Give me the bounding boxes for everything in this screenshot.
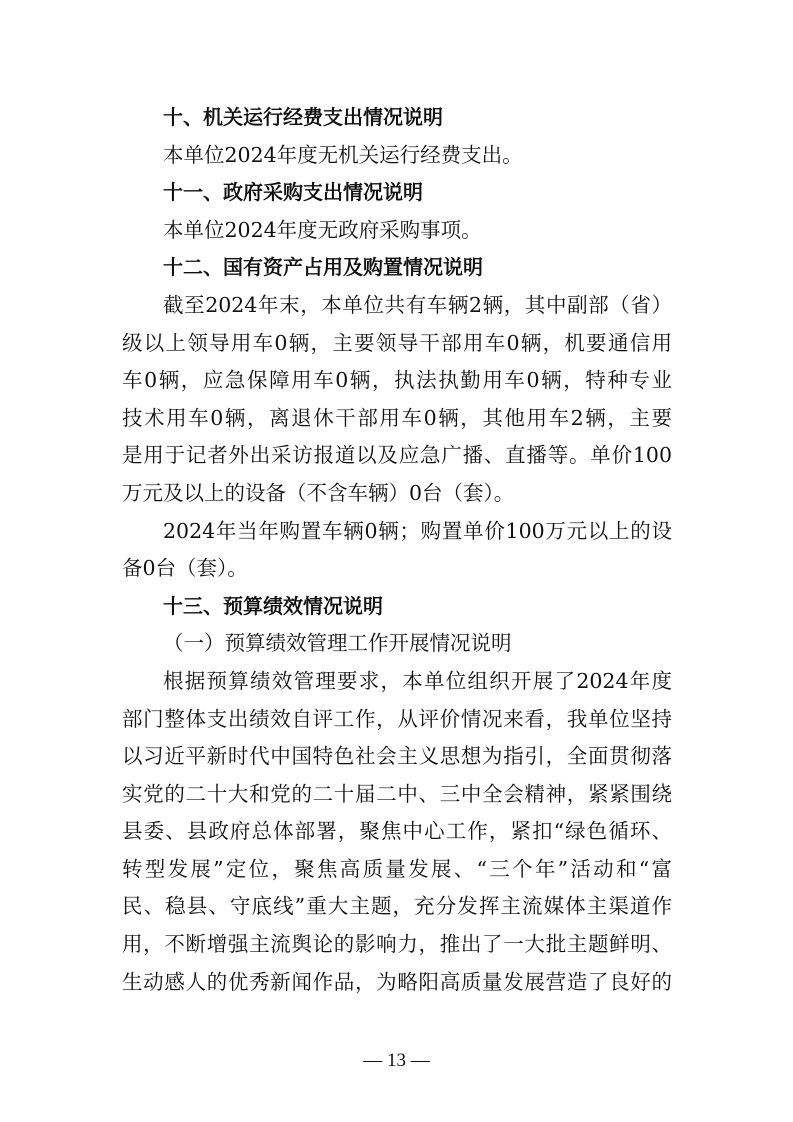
text-line: 县委、县政府总体部署，聚焦中心工作，紧扣“绿色循环、: [122, 819, 672, 844]
text-line: 级以上领导用车0辆，主要领导干部用车0辆，机要通信用: [122, 330, 672, 355]
text-line: 生动感人的优秀新闻作品，为略阳高质量发展营造了良好的: [122, 969, 672, 994]
text-line: 本单位2024年度无政府采购事项。: [163, 217, 482, 242]
text-line: 截至2024年末，本单位共有车辆2辆，其中副部（省）: [163, 292, 672, 317]
text-line: 根据预算绩效管理要求，本单位组织开展了2024年度: [163, 668, 672, 693]
text-line: 民、稳县、守底线”重大主题，充分发挥主流媒体主渠道作: [122, 894, 672, 919]
section-heading: 十、机关运行经费支出情况说明: [163, 105, 443, 129]
text-line: 转型发展”定位，聚焦高质量发展、“三个年”活动和“富: [122, 856, 672, 881]
text-line: 用，不断增强主流舆论的影响力，推出了一大批主题鲜明、: [122, 932, 672, 957]
text-line: 本单位2024年度无机关运行经费支出。: [163, 142, 523, 167]
document-body: [122, 99, 672, 1001]
section-heading: 十三、预算绩效情况说明: [163, 593, 383, 618]
text-line: 万元及以上的设备（不含车辆）0台（套）。: [122, 480, 515, 505]
section-heading: 十一、政府采购支出情况说明: [163, 180, 423, 205]
text-line: （一）预算绩效管理工作开展情况说明: [163, 631, 512, 656]
text-line: 实党的二十大和党的二十届二中、三中全会精神，紧紧围绕: [122, 781, 672, 806]
text-line: 车0辆，应急保障用车0辆，执法执勤用车0辆，特种专业: [122, 368, 672, 393]
text-line: 以习近平新时代中国特色社会主义思想为指引，全面贯彻落: [122, 744, 672, 769]
text-line: 2024年当年购置车辆0辆；购置单价100万元以上的设: [163, 518, 672, 543]
page-number: — 13 —: [363, 1050, 430, 1071]
text-line: 是用于记者外出采访报道以及应急广播、直播等。单价100: [122, 443, 672, 468]
text-line: 部门整体支出绩效自评工作，从评价情况来看，我单位坚持: [122, 706, 672, 731]
section-heading: 十二、国有资产占用及购置情况说明: [163, 255, 483, 280]
text-line: 技术用车0辆，离退休干部用车0辆，其他用车2辆，主要: [122, 405, 672, 430]
text-line: 备0台（套）。: [122, 556, 248, 581]
